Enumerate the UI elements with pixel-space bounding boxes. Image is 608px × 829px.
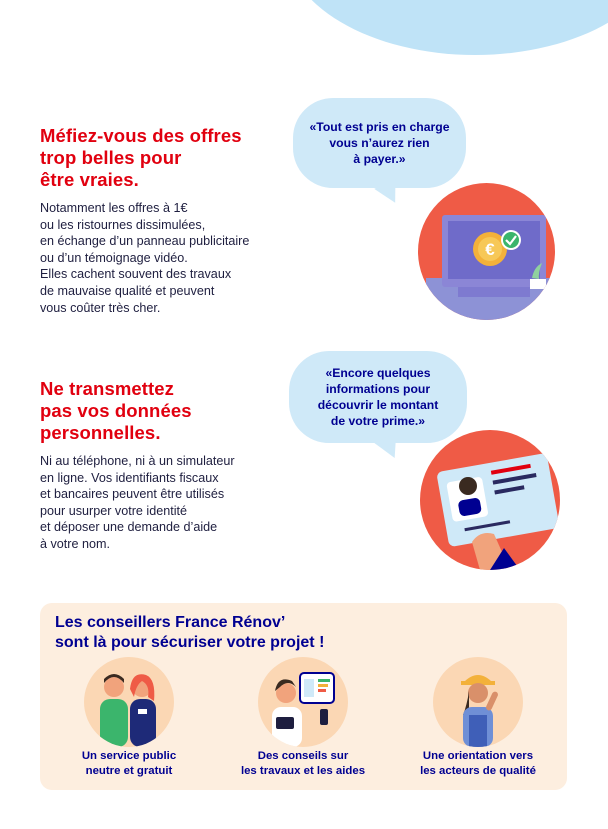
advisor-with-energy-label-icon (258, 657, 348, 747)
id-card-hand-icon (420, 430, 560, 570)
feature-label: Un service public neutre et gratuit (81, 750, 177, 777)
feature-label: Des conseils sur les travaux et les aides (240, 750, 366, 777)
feature-label: Une orientation vers les acteurs de qualité (420, 750, 536, 777)
section-body: Ni au téléphone, ni à un simulateur en ligne. Vos identifiants fiscaux et bancaires peuvent être utilisés pour usurper votre identité et déposer une demande d’aide à votre nom. (40, 454, 235, 551)
panel-title: Les conseillers France Rénov’ sont là pour sécuriser votre projet ! (55, 614, 325, 651)
feature-orientation (393, 657, 563, 778)
euro-symbol: € (485, 240, 495, 259)
craftswoman-helmet-icon (433, 657, 523, 747)
quote-bubble: «Encore quelques informations pour découvrir le montant de votre prime.» (289, 351, 467, 443)
two-advisors-icon (84, 657, 174, 747)
computer-illustration (418, 183, 555, 320)
section-offers-warning (40, 125, 300, 316)
feature-public-service (44, 657, 214, 778)
feature-advice (218, 657, 388, 778)
decorative-blue-shape (285, 0, 608, 55)
section-heading: Méfiez-vous des offres trop belles pour être vraies. (40, 125, 242, 190)
monitor-euro-icon (418, 183, 555, 320)
id-card-illustration (420, 430, 560, 570)
section-heading: Ne transmettez pas vos données personnelles. (40, 378, 192, 443)
section-body: Notamment les offres à 1€ ou les ristournes dissimulées, en échange d’un panneau publicitaire ou d’un témoignage vidéo. Elles cachent souvent des travaux de mauvaise qualité et peuvent vous coûter très cher. (40, 201, 250, 315)
advisors-panel (40, 603, 567, 790)
section-data-warning (40, 378, 300, 553)
quote-bubble: «Tout est pris en charge vous n’aurez rien à payer.» (293, 98, 466, 188)
